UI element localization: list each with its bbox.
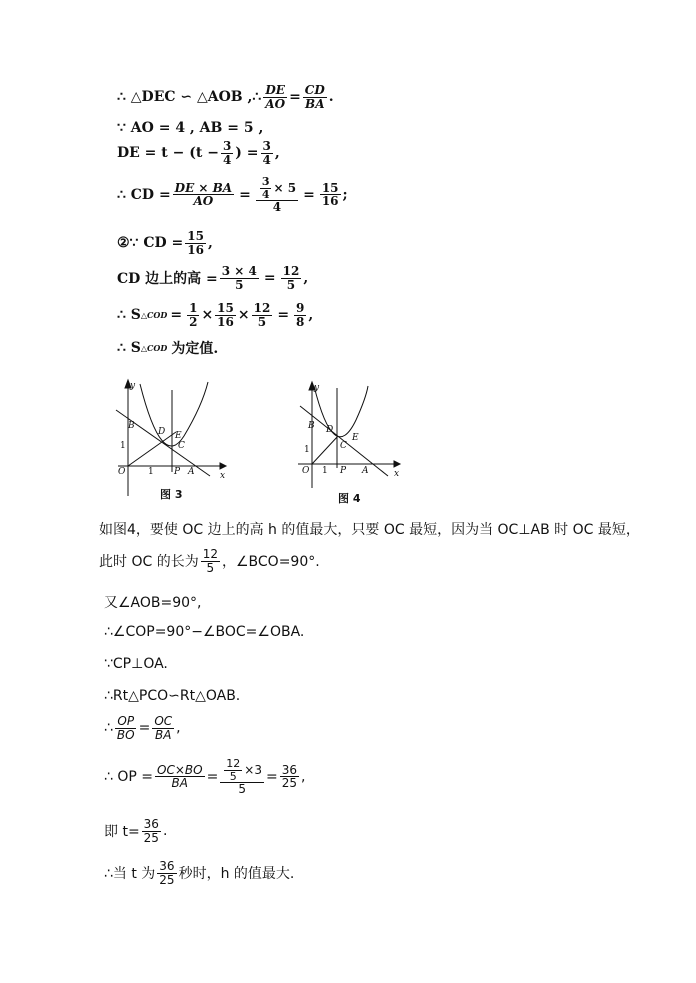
fraction: $\frac{OC\times BO}{BA}$	[157, 762, 203, 791]
label-one-y: 1	[304, 445, 310, 455]
fraction: $\frac{15}{16}$	[217, 301, 234, 329]
label-o: O	[302, 466, 310, 476]
line-ratio: ∴ $\frac{OP}{BO}$ = $\frac{OC}{BA}$ ,	[104, 714, 181, 742]
figure-4-caption: 图 4	[338, 492, 361, 505]
compound-fraction: $\frac{12}{5}$ ×3 5	[220, 758, 264, 796]
label-e: E	[352, 433, 359, 443]
text: ∴ CD =	[117, 186, 171, 203]
text: ∴ S	[117, 340, 141, 356]
fraction: $\frac{3 \times 4}{5}$	[221, 264, 257, 292]
fraction: 12 5	[202, 547, 218, 575]
line-constant: ∴ S △COD 为定值.	[117, 340, 219, 357]
text: ②∵ CD =	[117, 235, 184, 252]
fraction: $\frac{15}{16}$	[187, 229, 204, 257]
label-e: E	[175, 431, 182, 441]
fraction: 36 25	[159, 859, 175, 887]
figure-3-caption: 图 3	[160, 488, 183, 501]
text: CD 边上的高 =	[117, 271, 218, 288]
line-area: ∴ S △COD = $\frac{1}{2}$ × $\frac{15}{16}$ × $\frac{12}{5}$ = $\frac{9}{8}$ ,	[117, 301, 314, 329]
text: DE = t − (t −	[117, 145, 219, 162]
label-one-y: 1	[120, 441, 126, 451]
parabola	[314, 386, 368, 437]
line-similar-triangles: ∴ △DEC ∽ △AOB ,∴ $\frac{DE}{AO}$ = $\frac{CD}{BA}$ .	[117, 83, 334, 111]
line-de: DE = t − (t − $\frac{3}{4}$ ) = $\frac{3}{4}$ ,	[117, 139, 280, 167]
fraction: $\frac{OP}{BO}$	[116, 714, 135, 742]
fraction: $\frac{15}{16}$	[321, 180, 339, 209]
label-a: A	[362, 466, 369, 476]
line-t-value: 即 t= $\frac{36}{25}$ .	[104, 817, 168, 845]
x-axis-arrow	[394, 461, 400, 467]
paragraph-analysis: 如图4，要使 OC 边上的高 h 的值最大，只要 OC 最短，因为当 OC⊥AB 时 OC 最短，	[99, 522, 640, 538]
text: ∵ AO = 4 , AB = 5 ,	[117, 120, 264, 136]
label-a: A	[188, 467, 195, 477]
fraction: $\frac{36}{25}$	[143, 817, 159, 845]
label-x: x	[394, 469, 400, 479]
label-d: D	[158, 427, 166, 437]
fraction: $\frac{OC}{BA}$	[154, 714, 173, 742]
segment-oc	[312, 436, 338, 464]
text: =	[289, 89, 301, 106]
line-given-lengths	[117, 120, 263, 136]
line-cd: ∴ CD = $\frac{DE \times BA}{AO}$ = $\frac{3}{4}$ × 5 4 = $\frac{15}{16}$ ;	[117, 175, 348, 215]
label-x: x	[220, 471, 226, 481]
fraction: $\frac{CD}{BA}$	[304, 83, 325, 111]
fraction: $\frac{9}{8}$	[296, 301, 305, 329]
label-y: y	[314, 383, 320, 393]
fraction: $\frac{DE}{AO}$	[265, 83, 286, 111]
fraction: $\frac{3}{4}$	[262, 139, 271, 167]
line-angle-cop: ∴∠COP=90°−∠BOC=∠OBA.	[104, 624, 305, 640]
text: ∴ S	[117, 307, 141, 324]
compound-fraction: $\frac{3}{4}$ × 5 4	[256, 176, 298, 214]
figure-4	[296, 378, 408, 490]
label-one-x: 1	[322, 466, 328, 476]
label-b: B	[308, 421, 315, 431]
fraction: $\frac{36}{25}$	[281, 762, 298, 791]
label-one-x: 1	[148, 467, 154, 477]
segment-oc	[128, 432, 176, 466]
label-y: y	[130, 381, 136, 391]
fraction: $\frac{12}{5}$	[282, 264, 300, 292]
parabola	[140, 382, 208, 446]
line-height: CD 边上的高 = $\frac{3 \times 4}{5}$ = $\frac{12}{5}$ ,	[117, 264, 309, 292]
line-cd-value: ②∵ CD = $\frac{15}{16}$ ,	[117, 229, 213, 257]
text: ∴ △DEC ∽ △AOB ,∴	[117, 89, 262, 106]
line-conclusion: ∴当 t 为 36 25 秒时，h 的值最大.	[104, 859, 295, 887]
line-oc-length: 此时 OC 的长为 12 5 ，∠BCO=90°.	[99, 547, 320, 575]
label-d: D	[326, 425, 334, 435]
label-p: P	[174, 467, 181, 477]
line-angle-aob: 又∠AOB=90°,	[104, 595, 202, 611]
fraction: $\frac{DE \times BA}{AO}$	[174, 180, 233, 209]
fraction: $\frac{3}{4}$	[222, 139, 232, 167]
line-similar: ∴Rt△PCO∽Rt△OAB.	[104, 688, 241, 704]
line-perpendicular: ∵CP⊥OA.	[104, 656, 168, 672]
x-axis-arrow	[220, 463, 226, 469]
label-p: P	[340, 466, 347, 476]
figure-3	[112, 376, 232, 498]
label-c: C	[340, 441, 347, 451]
fraction: $\frac{1}{2}$	[189, 301, 198, 329]
label-c: C	[178, 441, 185, 451]
fraction: $\frac{12}{5}$	[253, 301, 271, 329]
label-b: B	[128, 421, 135, 431]
label-o: O	[118, 467, 126, 477]
line-op: ∴ OP = $\frac{OC\times BO}{BA}$ = $\frac{12}{5}$ ×3 5 = $\frac{36}{25}$ ,	[104, 757, 306, 797]
